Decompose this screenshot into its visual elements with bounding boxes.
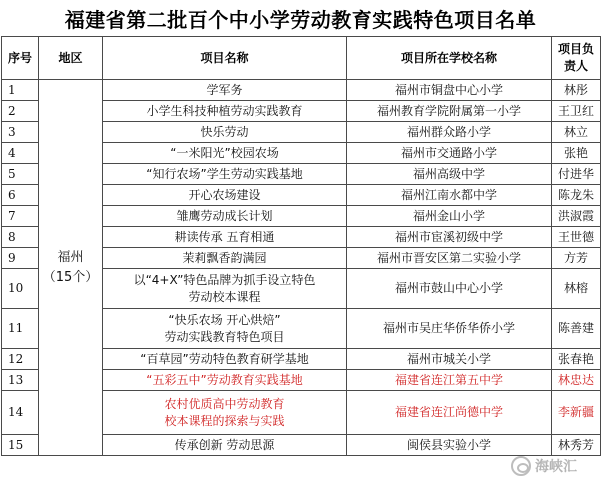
row-number: 6 [2, 185, 39, 206]
region-count: （15个） [42, 269, 99, 285]
project-leader: 王卫红 [552, 101, 601, 122]
row-number: 4 [2, 143, 39, 164]
header-region: 地区 [39, 37, 103, 80]
row-number: 12 [2, 349, 39, 370]
project-leader: 张春艳 [552, 349, 601, 370]
project-name: 雏鹰劳动成长计划 [103, 206, 347, 227]
school-name: 福建省连江尚德中学 [347, 391, 552, 435]
row-number: 2 [2, 101, 39, 122]
project-name: 快乐劳动 [103, 122, 347, 143]
school-name: 福州教育学院附属第一小学 [347, 101, 552, 122]
school-name: 福州市鼓山中心小学 [347, 269, 552, 309]
row-number: 3 [2, 122, 39, 143]
project-name: 耕读传承 五育相通 [103, 227, 347, 248]
row-number: 14 [2, 391, 39, 435]
header-leader: 项目负责人 [552, 37, 601, 80]
project-name-line: 校本课程的探索与实践 [164, 413, 285, 428]
project-name-line: 农村优质高中劳动教育 [164, 396, 285, 411]
row-number: 11 [2, 309, 39, 349]
row-number: 9 [2, 248, 39, 269]
project-leader: 付进华 [552, 164, 601, 185]
project-name: “百草园”劳动特色教育研学基地 [103, 349, 347, 370]
project-name-line: 劳动实践教育特色项目 [164, 329, 285, 344]
project-name: 学军务 [103, 80, 347, 101]
project-table [1, 36, 601, 456]
header-school: 项目所在学校名称 [347, 37, 552, 80]
region-cell [39, 80, 103, 456]
project-leader: 李新疆 [552, 391, 601, 435]
school-name: 福州高级中学 [347, 164, 552, 185]
row-number: 1 [2, 80, 39, 101]
project-name [103, 309, 347, 349]
watermark [511, 453, 591, 479]
header-seq: 序号 [2, 37, 39, 80]
row-number: 5 [2, 164, 39, 185]
project-name: “知行农场”学生劳动实践基地 [103, 164, 347, 185]
project-leader: 林忠达 [552, 370, 601, 391]
project-name: 小学生科技种植劳动实践教育 [103, 101, 347, 122]
project-leader: 林秀芳 [552, 435, 601, 456]
project-leader: 方芳 [552, 248, 601, 269]
row-number: 13 [2, 370, 39, 391]
school-name: 福州市吴庄华侨华侨小学 [347, 309, 552, 349]
school-name: 福州市城关小学 [347, 349, 552, 370]
project-name-line: 劳动校本课程 [188, 289, 261, 304]
project-leader: 王世德 [552, 227, 601, 248]
region-name: 福州 [57, 249, 84, 265]
row-number: 7 [2, 206, 39, 227]
project-name [103, 269, 347, 309]
watermark-text: 海峡汇 [535, 459, 577, 475]
header-project: 项目名称 [103, 37, 347, 80]
school-name: 福州市晋安区第二实验小学 [347, 248, 552, 269]
project-name: 传承创新 劳动思源 [103, 435, 347, 456]
school-name: 福州市交通路小学 [347, 143, 552, 164]
school-name: 福州市宦溪初级中学 [347, 227, 552, 248]
table-header-row [2, 37, 601, 80]
school-name: 福州市铜盘中心小学 [347, 80, 552, 101]
row-number: 15 [2, 435, 39, 456]
project-leader: 林立 [552, 122, 601, 143]
project-leader: 林榕 [552, 269, 601, 309]
school-name: 福州江南水都中学 [347, 185, 552, 206]
school-name: 福州金山小学 [347, 206, 552, 227]
project-name: 开心农场建设 [103, 185, 347, 206]
table-row [2, 80, 601, 101]
project-leader: 陈龙朱 [552, 185, 601, 206]
row-number: 10 [2, 269, 39, 309]
row-number: 8 [2, 227, 39, 248]
school-name: 福州群众路小学 [347, 122, 552, 143]
project-name: “一米阳光”校园农场 [103, 143, 347, 164]
project-name: 茉莉飘香韵满园 [103, 248, 347, 269]
project-name-line: 以“4+X”特色品牌为抓手设立特色 [133, 272, 316, 287]
school-name: 闽侯县实验小学 [347, 435, 552, 456]
wechat-icon [511, 456, 531, 476]
project-leader: 陈善建 [552, 309, 601, 349]
project-leader: 林彤 [552, 80, 601, 101]
project-leader: 张艳 [552, 143, 601, 164]
project-name-line: “快乐农场 开心烘焙” [168, 312, 281, 327]
project-name [103, 391, 347, 435]
project-leader: 洪淑霞 [552, 206, 601, 227]
page-title: 福建省第二批百个中小学劳动教育实践特色项目名单 [64, 8, 537, 32]
project-name: “五彩五中”劳动教育实践基地 [103, 370, 347, 391]
school-name: 福建省连江第五中学 [347, 370, 552, 391]
table-body [2, 80, 601, 456]
